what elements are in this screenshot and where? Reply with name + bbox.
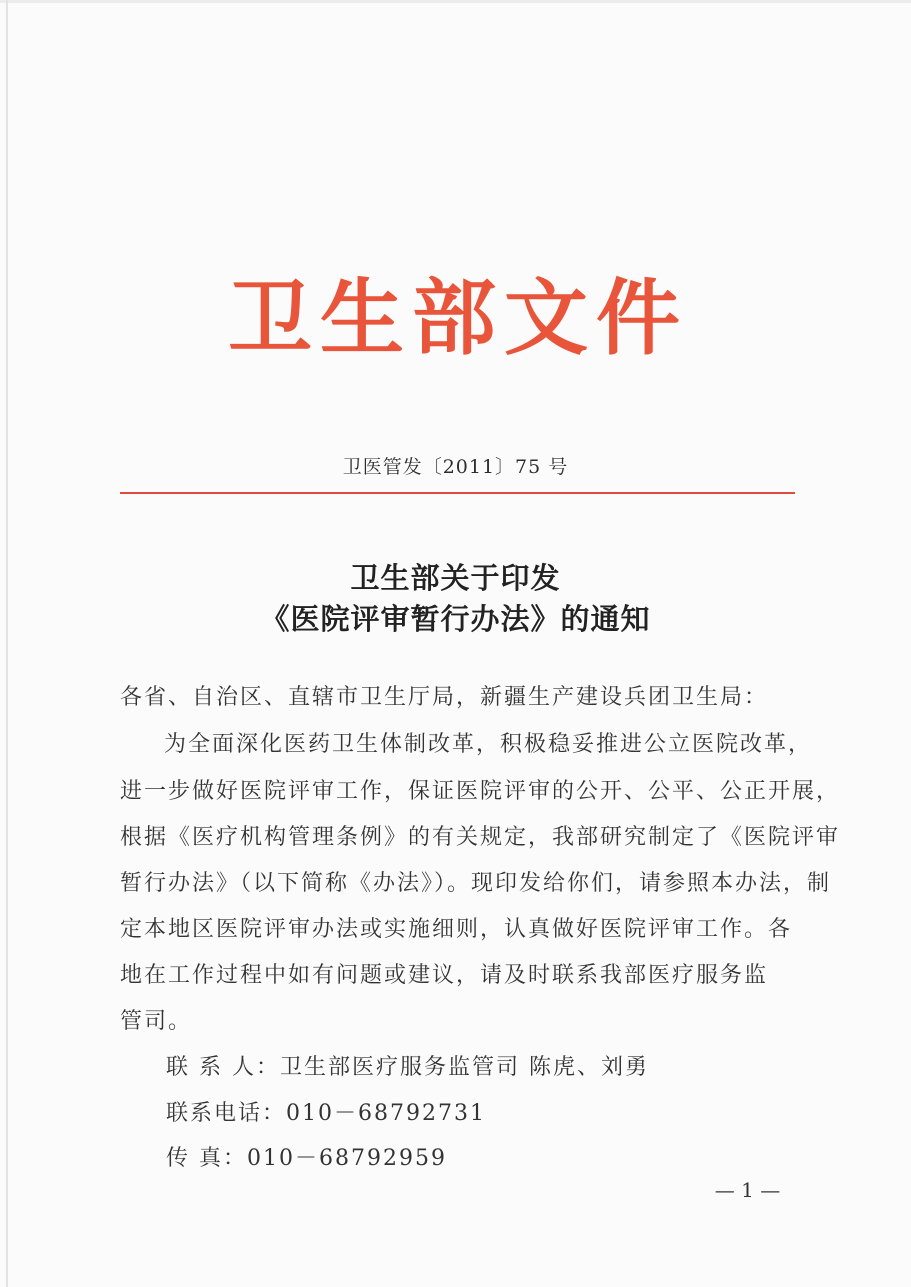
contact-phone: 联系电话：010－68792731: [166, 1101, 486, 1126]
body-line: 根据《医疗机构管理条例》的有关规定，我部研究制定了《医院评审: [120, 825, 841, 850]
masthead-title: 卫生部文件: [228, 269, 689, 367]
salutation: 各省、自治区、直辖市卫生厅局，新疆生产建设兵团卫生局：: [120, 685, 769, 710]
body-line: 为全面深化医药卫生体制改革，积极稳妥推进公立医院改革，: [164, 732, 813, 757]
page-top-edge: [0, 0, 911, 3]
document-number: 卫医管发〔2011〕75 号: [342, 456, 569, 478]
body-line: 管司。: [120, 1009, 193, 1034]
body-line: 定本地区医院评审办法或实施细则，认真做好医院评审工作。各: [120, 917, 793, 942]
body-line: 地在工作过程中如有问题或建议，请及时联系我部医疗服务监: [120, 963, 769, 988]
body-line: 进一步做好医院评审工作，保证医院评审的公开、公平、公正开展，: [120, 779, 841, 804]
body-line: 暂行办法》（以下简称《办法》）。现印发给你们，请参照本办法，制: [120, 871, 832, 896]
contact-person: 联 系 人：卫生部医疗服务监管司 陈虎、刘勇: [166, 1055, 649, 1080]
notice-title-line-2: 《医院评审暂行办法》的通知: [260, 602, 651, 636]
notice-title-line-1: 卫生部关于印发: [350, 561, 561, 595]
page-number: — 1 —: [714, 1178, 781, 1202]
contact-fax: 传 真：010－68792959: [166, 1146, 447, 1171]
red-separator-line: [120, 492, 795, 494]
page-left-edge: [6, 0, 8, 1287]
